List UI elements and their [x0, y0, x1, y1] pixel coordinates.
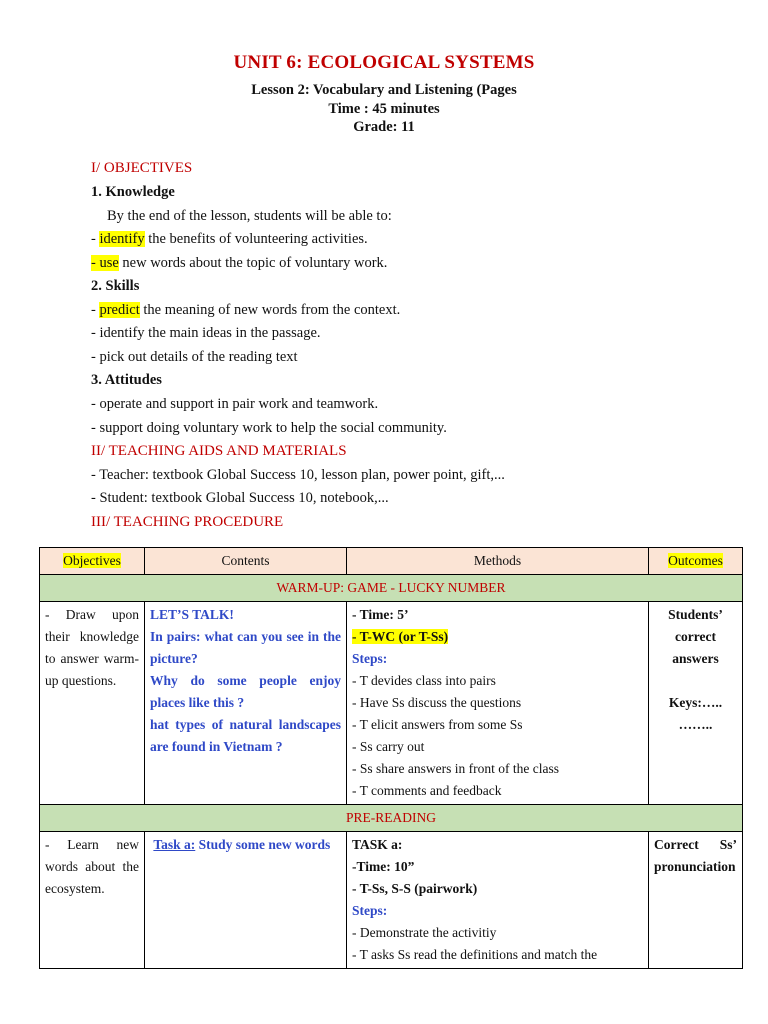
contents-line: Why do some people enjoy places like this ?	[150, 673, 341, 710]
aids-heading: II/ TEACHING AIDS AND MATERIALS	[91, 443, 347, 459]
contents-line: In pairs: what can you see in the picture?	[150, 629, 341, 666]
aids-teacher: - Teacher: textbook Global Success 10, lesson plan, power point, gift,...	[91, 467, 505, 483]
contents-cell	[145, 832, 347, 969]
outcomes-cell: Correct Ss’ pronunciation	[649, 832, 743, 969]
objectives-heading: I/ OBJECTIVES	[91, 160, 193, 176]
method-line: - Time: 5’	[352, 607, 409, 622]
knowledge-item-1: - identify the benefits of volunteering activities.	[91, 231, 368, 247]
lesson-time: Time : 45 minutes	[328, 101, 440, 117]
unit-title: UNIT 6: ECOLOGICAL SYSTEMS	[233, 52, 535, 73]
method-line: Steps:	[352, 903, 388, 918]
header-objectives-label: Objectives	[63, 553, 121, 568]
objectives-cell: - Draw upon their knowledge to answer warm-up questions.	[40, 602, 145, 805]
header-methods: Methods	[347, 548, 649, 575]
procedure-table	[39, 547, 743, 969]
contents-line: hat types of natural landscapes are found in Vietnam ?	[150, 717, 341, 754]
method-line: - Ss share answers in front of the class	[352, 761, 559, 776]
method-line: -Time: 10”	[352, 859, 415, 874]
method-line: - Have Ss discuss the questions	[352, 695, 522, 710]
method-line: - T devides class into pairs	[352, 673, 496, 688]
section-title: PRE-READING	[40, 805, 743, 832]
highlight: predict	[99, 302, 140, 318]
contents-line: LET’S TALK!	[150, 607, 234, 622]
highlight: - use	[91, 255, 119, 271]
outcome-line: answers	[672, 651, 719, 666]
skills-heading: 2. Skills	[91, 278, 140, 294]
skills-item-1: - predict the meaning of new words from the context.	[91, 302, 401, 318]
section-row-warmup	[40, 575, 743, 602]
method-line: - T-Ss, S-S (pairwork)	[352, 881, 478, 896]
attitudes-item-1: - operate and support in pair work and teamwork.	[91, 396, 379, 412]
header-objectives	[40, 548, 145, 575]
outcome-spacer	[654, 670, 737, 692]
aids-student: - Student: textbook Global Success 10, notebook,...	[91, 490, 389, 506]
outcome-line: Students’	[668, 607, 723, 622]
knowledge-item-2-text: new words about the topic of voluntary work.	[118, 255, 388, 271]
method-line: - Demonstrate the activitiy	[352, 925, 497, 940]
methods-cell	[347, 602, 649, 805]
knowledge-item-2	[91, 254, 387, 272]
outcome-line: Keys:…..	[668, 695, 723, 710]
objectives-cell: - Learn new words about the ecosystem.	[40, 832, 145, 969]
table-row	[40, 832, 743, 969]
knowledge-heading: 1. Knowledge	[91, 184, 175, 200]
methods-cell	[347, 832, 649, 969]
task-label: Task a:	[153, 837, 196, 852]
section-row-prereading	[40, 805, 743, 832]
outcomes-cell	[649, 602, 743, 805]
knowledge-intro: By the end of the lesson, students will be able to:	[107, 208, 392, 224]
procedure-heading: III/ TEACHING PROCEDURE	[91, 514, 284, 530]
method-line	[352, 626, 643, 648]
attitudes-heading: 3. Attitudes	[91, 372, 162, 388]
attitudes-item-2: - support doing voluntary work to help the social community.	[91, 420, 447, 436]
knowledge-item-1-text: the benefits of volunteering activities.	[144, 231, 368, 247]
highlight: identify	[99, 231, 145, 247]
header-outcomes-label: Outcomes	[668, 553, 723, 568]
method-line: TASK a:	[352, 837, 403, 852]
method-line: - T comments and feedback	[352, 783, 502, 798]
skills-item-1-text: the meaning of new words from the context.	[139, 302, 401, 318]
outcome-line: correct	[675, 629, 716, 644]
lesson-title: Lesson 2: Vocabulary and Listening (Pages	[251, 82, 517, 98]
header-contents: Contents	[145, 548, 347, 575]
method-line: Steps:	[352, 651, 388, 666]
skills-item-2: - identify the main ideas in the passage.	[91, 325, 321, 341]
table-row	[40, 602, 743, 805]
outcome-line: ……..	[678, 717, 713, 732]
contents-cell	[145, 602, 347, 805]
lesson-grade: Grade: 11	[353, 119, 415, 135]
table-header-row	[40, 548, 743, 575]
section-title: WARM-UP: GAME - LUCKY NUMBER	[40, 575, 743, 602]
method-highlight: - T-WC (or T-Ss)	[352, 629, 449, 644]
task-text: Study some new words	[195, 837, 331, 852]
method-line: - Ss carry out	[352, 739, 425, 754]
method-line: - T elicit answers from some Ss	[352, 717, 523, 732]
method-line: - T asks Ss read the definitions and match the	[352, 947, 598, 962]
header-outcomes	[649, 548, 743, 575]
skills-item-3: - pick out details of the reading text	[91, 349, 298, 365]
